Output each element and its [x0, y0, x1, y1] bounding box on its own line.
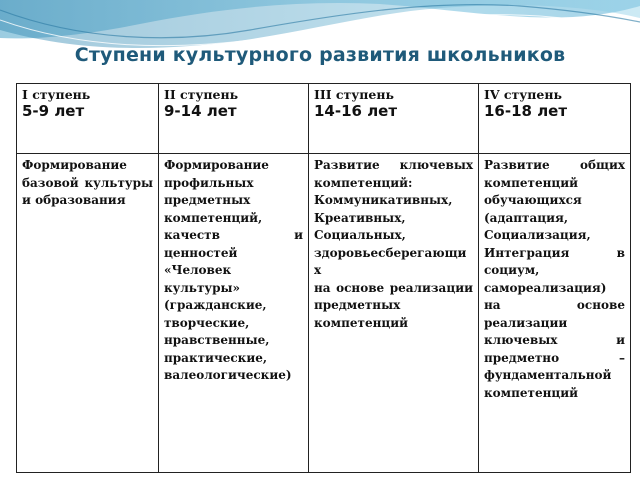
- table-body-row: [17, 154, 631, 473]
- stage-header-cell: [479, 84, 631, 154]
- stage-header-cell: [159, 84, 309, 154]
- stage-description: Формирование профильных предметных компетенций, качеств и ценностей «Человек культуры» (гражданские, творческие, нравственные, практические, валеологические): [164, 158, 303, 382]
- stage-age: 14-16 лет: [314, 102, 398, 120]
- stage-description-cell: [159, 154, 309, 473]
- stage-description: Формирование базовой культуры и образования: [22, 158, 153, 207]
- stage-name: III ступень: [314, 87, 394, 102]
- stage-age: 5-9 лет: [22, 102, 85, 120]
- stage-name: I ступень: [22, 87, 91, 102]
- stage-description: Развитие общих компетенций обучающихся (адаптация, Социализация, Интеграция в социум, самореализация) на основе реализации ключевых и предметно – фундаментальной компетенций: [484, 158, 625, 400]
- stage-header-cell: [309, 84, 479, 154]
- stage-description-cell: [17, 154, 159, 473]
- stage-description: Развитие ключевых компетенций: Коммуникативных, Креативных, Социальных, здоровьесберегающи х на основе реализации предметных компетенций: [314, 158, 473, 330]
- stages-table: [16, 83, 631, 473]
- stage-name: IV ступень: [484, 87, 562, 102]
- stage-age: 9-14 лет: [164, 102, 237, 120]
- stage-age: 16-18 лет: [484, 102, 568, 120]
- stage-name: II ступень: [164, 87, 239, 102]
- table-header-row: [17, 84, 631, 154]
- stage-description-cell: [309, 154, 479, 473]
- slide-title: Ступени культурного развития школьников: [74, 44, 566, 66]
- stage-description-cell: [479, 154, 631, 473]
- stage-header-cell: [17, 84, 159, 154]
- decorative-wave-header: [0, 0, 640, 80]
